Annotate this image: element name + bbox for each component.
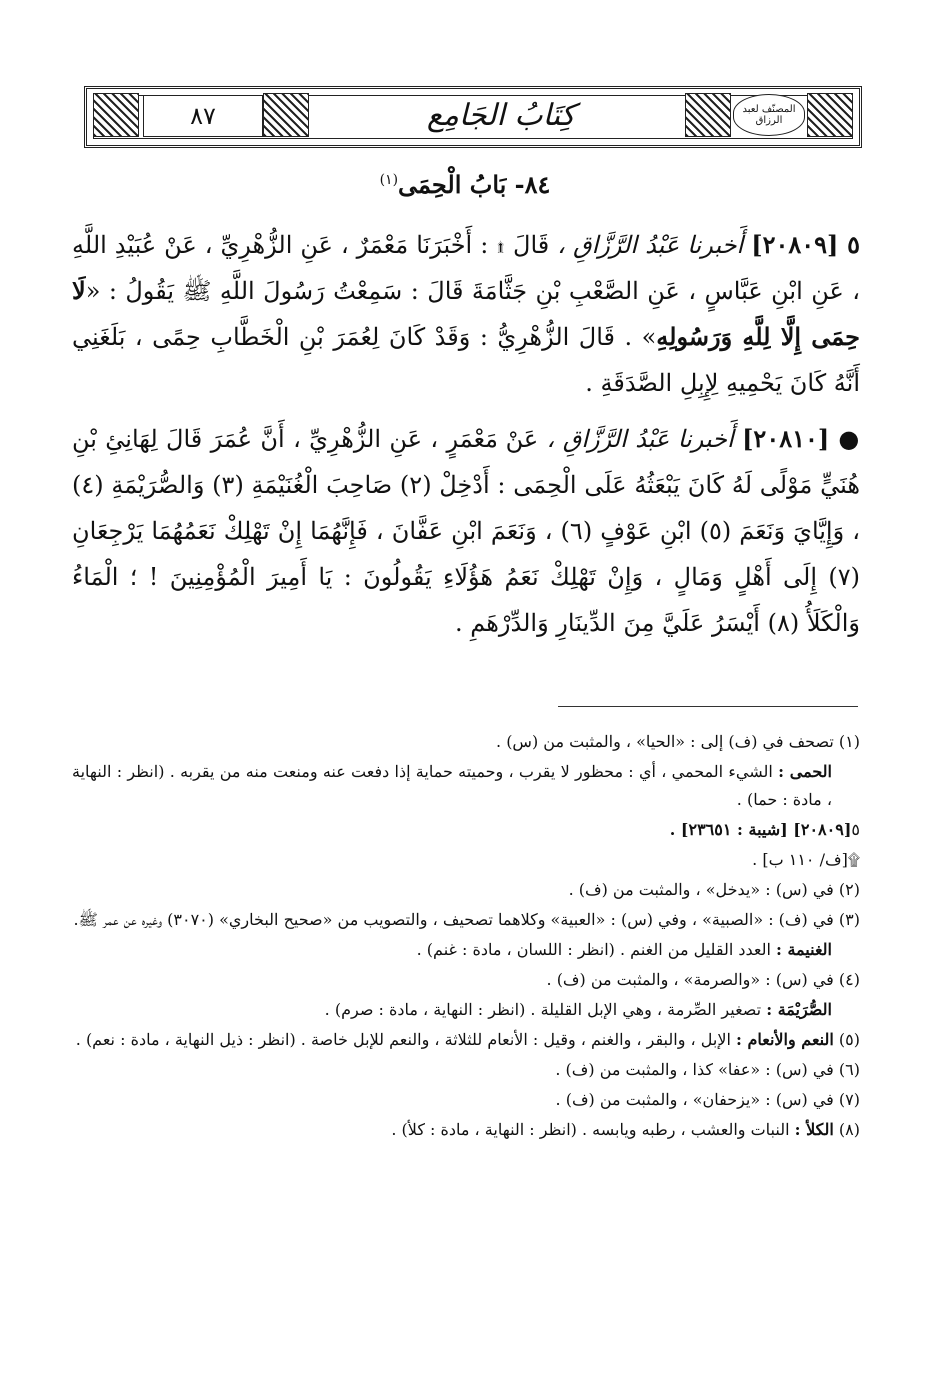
footnote <box>72 966 860 994</box>
footnote-term: الغنيمة : <box>776 940 832 959</box>
footnote-text: النبات والعشب ، رطبه ويابسه . (انظر : النهاية ، مادة : كلأ) . <box>391 1120 790 1139</box>
footnote <box>72 1056 860 1084</box>
page-number: ٨٧ <box>143 95 263 137</box>
footnote-text: في (ف) : «الصبية» ، وفي (س) : «العبية» وكلاهما تصحيف ، والتصويب من «صحيح البخاري» (٣٠٧٠) وغيره عن عمر ﷺ. <box>73 910 834 929</box>
footnote <box>72 876 860 904</box>
chapter-title: ٨٤- بَابُ الْحِمَى <box>398 170 551 199</box>
hadith-text-cont: » . قَالَ الزُّهْرِيُّ : وَقَدْ كَانَ لِعُمَرَ بْنِ الْخَطَّابِ حِمًى ، بَلَغَنِي أَنَّهُ كَانَ يَحْمِيهِ لِإِبِلِ الصَّدَقَةِ . <box>72 323 860 397</box>
hadith-quote: لَا حِمَى إِلَّا لِلَّهِ وَرَسُولِهِ <box>72 276 860 351</box>
footnote-text: [٢٠٨٠٩] [شيبة : ٢٣٦٥١] . <box>669 820 852 839</box>
footnote-text: تصغير الصِّرمة ، وهي الإبل القليلة . (انظر : النهاية ، مادة : صرم) . <box>324 1000 762 1019</box>
footnote-text: في (س) : «يزحفان» ، والمثبت من (ف) . <box>555 1090 834 1109</box>
footnote-ref: (١) <box>379 172 399 188</box>
footnote-term: الكلأ : <box>794 1120 834 1139</box>
hadith-paragraph <box>72 416 860 646</box>
footnote-term: النعم والأنعام : <box>736 1030 834 1049</box>
hadith-text: عَنْ مَعْمَرٍ ، عَنِ الزُّهْرِيِّ ، أَنَّ عُمَرَ قَالَ لِهَانِئِ بْنِ هُنَيٍّ مَوْلًى لَهُ كَانَ يَبْعَثُهُ عَلَى الْحِمَى : أَدْخِلْ (٢) صَاحِبَ الْغُنَيْمَةِ (٣) وَالصُّرَيْمَةِ (٤) ، وَإِيَّايَ وَنَعَمَ (٥) ابْنِ عَوْفٍ (٦) ، وَنَعَمَ ابْنِ عَفَّانَ ، فَإِنَّهُمَا إِنْ تَهْلِكْ نَعَمُهُمَا يَرْجِعَانِ (٧) إِلَى أَهْلٍ وَمَالٍ ، وَإِنْ تَهْلِكْ نَعَمُ هَؤُلَاءِ يَقُولُونَ : يَا أَمِيرَ الْمُؤْمِنِينَ ! ؛ الْمَاءُ وَالْكَلَأُ (٨) أَيْسَرُ عَلَيَّ مِنَ الدِّينَارِ وَالدِّرْهَمِ . <box>72 425 861 637</box>
footnote-label: (٨) <box>838 1120 860 1139</box>
footnote-label: (٤) <box>838 970 860 989</box>
footnote <box>72 1116 860 1144</box>
footnote-label: (٧) <box>838 1090 860 1109</box>
footnote <box>72 758 860 814</box>
footnote-divider <box>558 706 858 707</box>
footnote <box>72 1026 860 1054</box>
footnote-label: (٢) <box>838 880 860 899</box>
footnote-term: الحمى : <box>778 762 833 781</box>
footnote-label: (٣) <box>838 910 860 929</box>
footnote-label: (٥) <box>838 1030 860 1049</box>
ornament-icon <box>263 93 309 137</box>
footnote <box>72 1086 860 1114</box>
footnote-term: الصُّرَيْمَة : <box>766 1000 832 1019</box>
footnote-text: في (س) : «عفا» كذا ، والمثبت من (ف) . <box>555 1060 834 1079</box>
hadith-text: قَالَ ۩ : أَخْبَرَنَا مَعْمَرٌ ، عَنِ الزُّهْرِيِّ ، عَنْ عُبَيْدِ اللَّهِ ، عَنِ ابْنِ عَبَّاسٍ ، عَنِ الصَّعْبِ بْنِ جَثَّامَةَ قَالَ : سَمِعْتُ رَسُولَ اللَّهِ ﷺ يَقُولُ : « <box>72 231 860 305</box>
footnote-text: تصحف في (ف) إلى : «الحيا» ، والمثبت من (س) . <box>496 732 834 751</box>
footnote-text: الإبل ، والبقر ، والغنم ، وقيل : الأنعام للثلاثة ، والنعم للإبل خاصة . (انظر : ذيل النهاية ، مادة : نعم) . <box>75 1030 731 1049</box>
footnote <box>72 906 860 934</box>
footnote <box>72 846 860 874</box>
footnote-label: (١) <box>838 732 860 751</box>
footnote-label: (٦) <box>838 1060 860 1079</box>
footnote <box>72 816 860 844</box>
footnote-text: في (س) : «يدخل» ، والمثبت من (ف) . <box>568 880 834 899</box>
hadith-lead: أَخبرنا عَبْدُ الرَّزَّاقِ ، <box>546 425 734 453</box>
footnote-text: الشيء المحمي ، أي : محظور لا يقرب ، وحميته حماية إذا دفعت عنه ومنعت منه من يقربه . (انظر : النهاية ، مادة : حما) . <box>72 762 832 809</box>
hadith-paragraph <box>72 222 860 406</box>
main-text <box>72 222 860 656</box>
footnotes <box>72 728 860 1146</box>
hadith-number: ٥ [٢٠٨٠٩] <box>751 230 860 259</box>
footnote-label: ۩ <box>847 850 860 869</box>
footnote <box>72 996 860 1024</box>
footnote <box>72 936 860 964</box>
footnote-text: في (س) : «والصرمة» ، والمثبت من (ف) . <box>546 970 834 989</box>
page-header <box>84 86 862 148</box>
ornament-icon <box>93 93 139 137</box>
hadith-number: ● [٢٠٨١٠] <box>742 424 860 453</box>
book-logo: المصنّف لعبد الرزاق <box>733 94 805 136</box>
book-title: كِتَابُ الجَامِع <box>426 97 576 133</box>
footnote-text: العدد القليل من الغنم . (انظر : اللسان ، مادة : غنم) . <box>416 940 771 959</box>
chapter-heading <box>0 170 930 199</box>
ornament-icon <box>807 93 853 137</box>
ornament-icon <box>685 93 731 137</box>
footnote-text: [ف/ ١١٠ ب] . <box>752 850 848 869</box>
footnote <box>72 728 860 756</box>
footnote-label: ٥ <box>851 820 860 839</box>
hadith-lead: أَخبرنا عَبْدُ الرَّزَّاقِ ، <box>557 231 744 259</box>
